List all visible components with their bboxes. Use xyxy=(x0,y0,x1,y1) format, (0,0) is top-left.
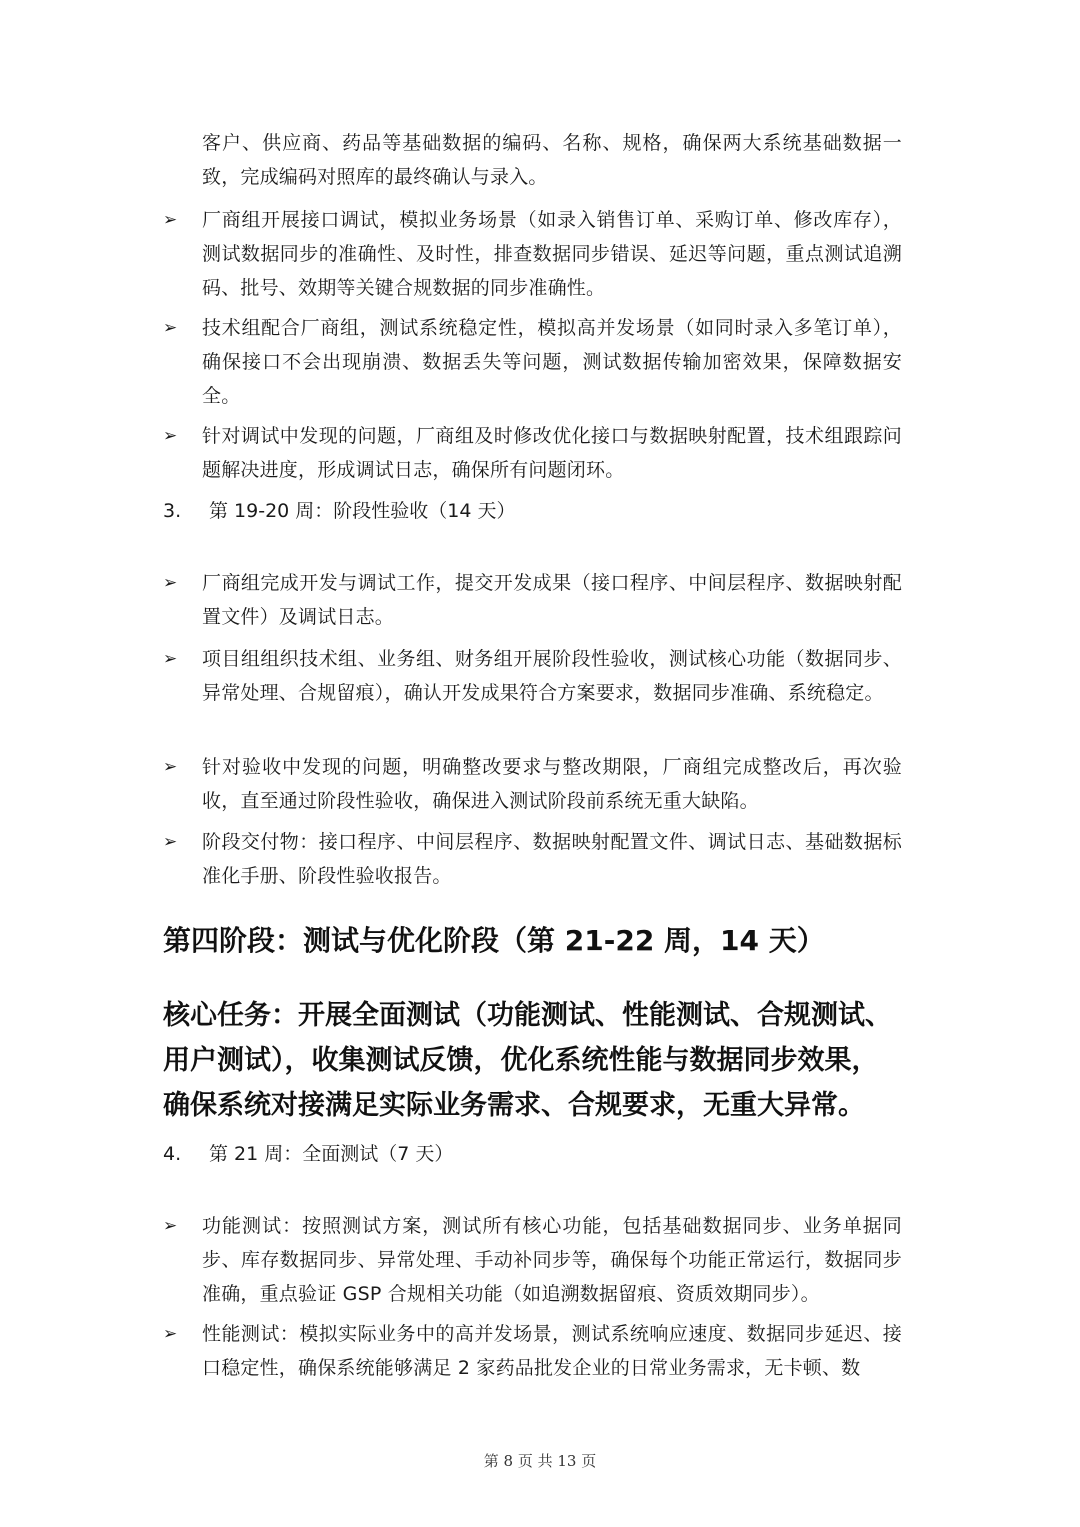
item-number: 3. xyxy=(163,500,182,522)
item-text: 第 19-20 周：阶段性验收（14 天） xyxy=(209,500,516,522)
core-task-heading: 核心任务：开展全面测试（功能测试、性能测试、合规测试、用户测试），收集测试反馈，优化系统性能与数据同步效果，确保系统对接满足实际业务需求、合规要求，无重大异常。 xyxy=(163,1000,892,1121)
bullet-arrow-icon: ➢ xyxy=(163,210,178,230)
numbered-item-3 xyxy=(163,494,516,528)
bullet-arrow-icon: ➢ xyxy=(163,426,178,446)
bullet-item: 功能测试：按照测试方案，测试所有核心功能，包括基础数据同步、业务单据同步、库存数据同步、异常处理、手动补同步等，确保每个功能正常运行，数据同步准确，重点验证 GSP 合规相关功能（如追溯数据留痕、资质效期同步）。 xyxy=(202,1215,902,1305)
item-text: 第 21 周：全面测试（7 天） xyxy=(209,1143,454,1165)
bullet-item: 性能测试：模拟实际业务中的高并发场景，测试系统响应速度、数据同步延迟、接口稳定性，确保系统能够满足 2 家药品批发企业的日常业务需求，无卡顿、数 xyxy=(202,1323,902,1379)
bullet-item: 技术组配合厂商组，测试系统稳定性，模拟高并发场景（如同时录入多笔订单），确保接口不会出现崩溃、数据丢失等问题，测试数据传输加密效果，保障数据安全。 xyxy=(202,317,902,407)
bullet-item: 阶段交付物：接口程序、中间层程序、数据映射配置文件、调试日志、基础数据标准化手册、阶段性验收报告。 xyxy=(202,831,902,887)
bullet-arrow-icon: ➢ xyxy=(163,1324,178,1344)
bullet-item: 厂商组开展接口调试，模拟业务场景（如录入销售订单、采购订单、修改库存），测试数据同步的准确性、及时性，排查数据同步错误、延迟等问题，重点测试追溯码、批号、效期等关键合规数据的同步准确性。 xyxy=(202,209,902,299)
bullet-item: 针对验收中发现的问题，明确整改要求与整改期限，厂商组完成整改后，再次验收，直至通过阶段性验收，确保进入测试阶段前系统无重大缺陷。 xyxy=(202,756,902,812)
intro-continuation: 客户、供应商、药品等基础数据的编码、名称、规格，确保两大系统基础数据一致，完成编码对照库的最终确认与录入。 xyxy=(202,132,902,188)
bullet-arrow-icon: ➢ xyxy=(163,757,178,777)
bullet-item: 项目组组织技术组、业务组、财务组开展阶段性验收，测试核心功能（数据同步、异常处理、合规留痕），确认开发成果符合方案要求，数据同步准确、系统稳定。 xyxy=(202,648,902,704)
item-number: 4. xyxy=(163,1143,182,1165)
phase4-heading: 第四阶段：测试与优化阶段（第 21-22 周，14 天） xyxy=(163,924,825,957)
bullet-arrow-icon: ➢ xyxy=(163,832,178,852)
bullet-arrow-icon: ➢ xyxy=(163,649,178,669)
bullet-item: 针对调试中发现的问题，厂商组及时修改优化接口与数据映射配置，技术组跟踪问题解决进度，形成调试日志，确保所有问题闭环。 xyxy=(202,425,902,481)
numbered-item-4 xyxy=(163,1137,453,1171)
bullet-arrow-icon: ➢ xyxy=(163,318,178,338)
bullet-item: 厂商组完成开发与调试工作，提交开发成果（接口程序、中间层程序、数据映射配置文件）及调试日志。 xyxy=(202,572,902,628)
page-footer: 第 8 页 共 13 页 xyxy=(483,1452,597,1470)
bullet-arrow-icon: ➢ xyxy=(163,1216,178,1236)
bullet-arrow-icon: ➢ xyxy=(163,573,178,593)
